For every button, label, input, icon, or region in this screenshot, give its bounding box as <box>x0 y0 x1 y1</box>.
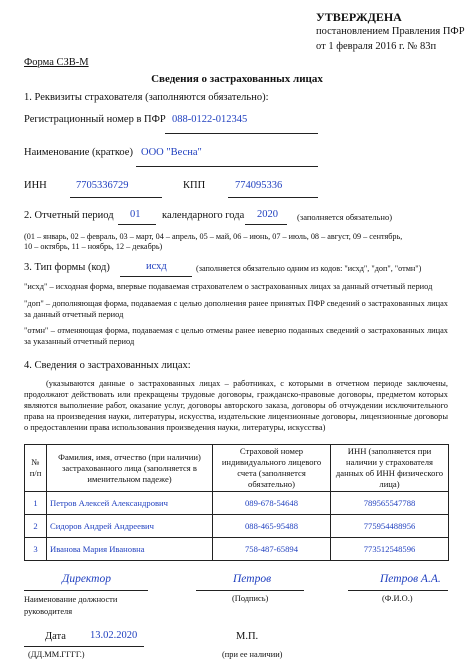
form-name: Форма СЗВ-М <box>24 57 89 68</box>
short-name-value: ООО "Весна" <box>141 147 202 158</box>
reg-number-value: 088-0122-012345 <box>172 114 248 125</box>
header-number: № п/п <box>25 445 47 492</box>
date-underline <box>24 646 144 647</box>
approval-line-2: от 1 февраля 2016 г. № 83п <box>316 41 437 52</box>
date-label: Дата <box>45 631 66 642</box>
reporting-period-underline <box>118 224 156 225</box>
main-title: Сведения о застрахованных лицах <box>151 73 323 85</box>
date-caption: (ДД.ММ.ГГГГ.) <box>28 650 85 659</box>
position-underline <box>24 590 148 591</box>
header-full-name: Фамилия, имя, отчество (при наличии) застрахованного лица (заполняется в именительном падеже) <box>47 445 213 492</box>
section4-title: 4. Сведения о застрахованных лицах: <box>24 360 191 371</box>
row-number: 1 <box>25 492 47 515</box>
approval-title: УТВЕРЖДЕНА <box>316 10 402 24</box>
table-row <box>25 515 449 538</box>
row-inn: 775954488956 <box>331 515 449 538</box>
reg-number-underline <box>165 133 318 134</box>
row-full-name: Петров Алексей Александрович <box>47 492 213 515</box>
signature-caption: (Подпись) <box>232 594 269 603</box>
row-full-name: Иванова Мария Ивановна <box>47 538 213 561</box>
definition-otmn: "отмн" – отменяющая форма, подаваемая с целью отмены ранее неверно поданных сведений о застрахованных лицах за указанный отчетный период <box>24 326 448 346</box>
row-snils: 758-487-65894 <box>213 538 331 561</box>
form-type-value: исхд <box>146 261 167 272</box>
row-number: 2 <box>25 515 47 538</box>
kpp-label: КПП <box>183 180 206 191</box>
kpp-underline <box>228 197 318 198</box>
section4-note: (указываются данные о застрахованных лицах – работниках, с которыми в отчетном периоде заключены, продолжают действовать или прекращены трудовые договоры, гражданско-правовые договоры, предметом которых являются выполнение работ, оказание услуг, договоры авторского заказа, договоры об отчуждении исключительного права на произведения науки, литературы, искусства, издательские лицензионные договоры, лицензионные договоры о предоставлении права использования произведения науки, литературы, искусства) <box>24 379 448 432</box>
full-name-caption: (Ф.И.О.) <box>382 594 413 603</box>
row-inn: 789565547788 <box>331 492 449 515</box>
insured-persons-table <box>24 444 449 561</box>
months-legend-line-2: 10 – октябрь, 11 – ноябрь, 12 – декабрь) <box>24 242 163 251</box>
signature-underline <box>196 590 304 591</box>
form-type-note: (заполняется обязательно одним из кодов: "исхд", "доп", "отмн") <box>196 264 422 273</box>
reporting-period-label: 2. Отчетный период <box>24 210 114 221</box>
row-inn: 773512548596 <box>331 538 449 561</box>
short-name-underline <box>136 166 318 167</box>
approval-line-1: постановлением Правления ПФР <box>316 26 465 37</box>
calendar-year-label: календарного года <box>162 210 245 221</box>
header-inn: ИНН (заполняется при наличии у страхователя данных об ИНН физического лица) <box>331 445 449 492</box>
form-type-label: 3. Тип формы (код) <box>24 262 110 273</box>
reg-number-label: Регистрационный номер в ПФР <box>24 114 166 125</box>
calendar-year-value: 2020 <box>257 209 278 220</box>
full-name-underline <box>348 590 448 591</box>
table-header-row <box>25 445 449 492</box>
position-value: Директор <box>62 573 111 585</box>
full-name-value: Петров А.А. <box>380 573 441 585</box>
signature-value: Петров <box>233 573 272 585</box>
inn-value: 7705336729 <box>76 180 129 191</box>
kpp-value: 774095336 <box>235 180 283 191</box>
stamp-label: М.П. <box>236 631 259 642</box>
inn-underline <box>70 197 162 198</box>
position-caption: Наименование должности руководителя <box>24 595 118 616</box>
table-row <box>25 492 449 515</box>
inn-label: ИНН <box>24 180 47 191</box>
form-type-underline <box>120 276 192 277</box>
reporting-period-value: 01 <box>130 209 141 220</box>
short-name-label: Наименование (краткое) <box>24 147 133 158</box>
section1-title: 1. Реквизиты страхователя (заполняются обязательно): <box>24 92 269 103</box>
header-snils: Страховой номер индивидуального лицевого счета (заполняется обязательно) <box>213 445 331 492</box>
row-snils: 089-678-54648 <box>213 492 331 515</box>
row-snils: 088-465-95488 <box>213 515 331 538</box>
definition-ishd: "исхд" – исходная форма, впервые подаваемая страхователем о застрахованных лицах за данный отчетный период <box>24 282 433 291</box>
table-row <box>25 538 449 561</box>
row-full-name: Сидоров Андрей Андреевич <box>47 515 213 538</box>
date-value: 13.02.2020 <box>90 630 138 641</box>
months-legend-line-1: (01 – январь, 02 – февраль, 03 – март, 04 – апрель, 05 – май, 06 – июнь, 07 – июль, 08 – август, 09 – сентябрь, <box>24 232 403 241</box>
definition-dop: "доп" – дополняющая форма, подаваемая с целью дополнения ранее принятых ПФР сведений о застрахованных лицах за данный отчетный период <box>24 299 448 319</box>
stamp-caption: (при ее наличии) <box>222 650 283 659</box>
row-number: 3 <box>25 538 47 561</box>
period-required-note: (заполняется обязательно) <box>297 212 393 222</box>
calendar-year-underline <box>245 224 287 225</box>
